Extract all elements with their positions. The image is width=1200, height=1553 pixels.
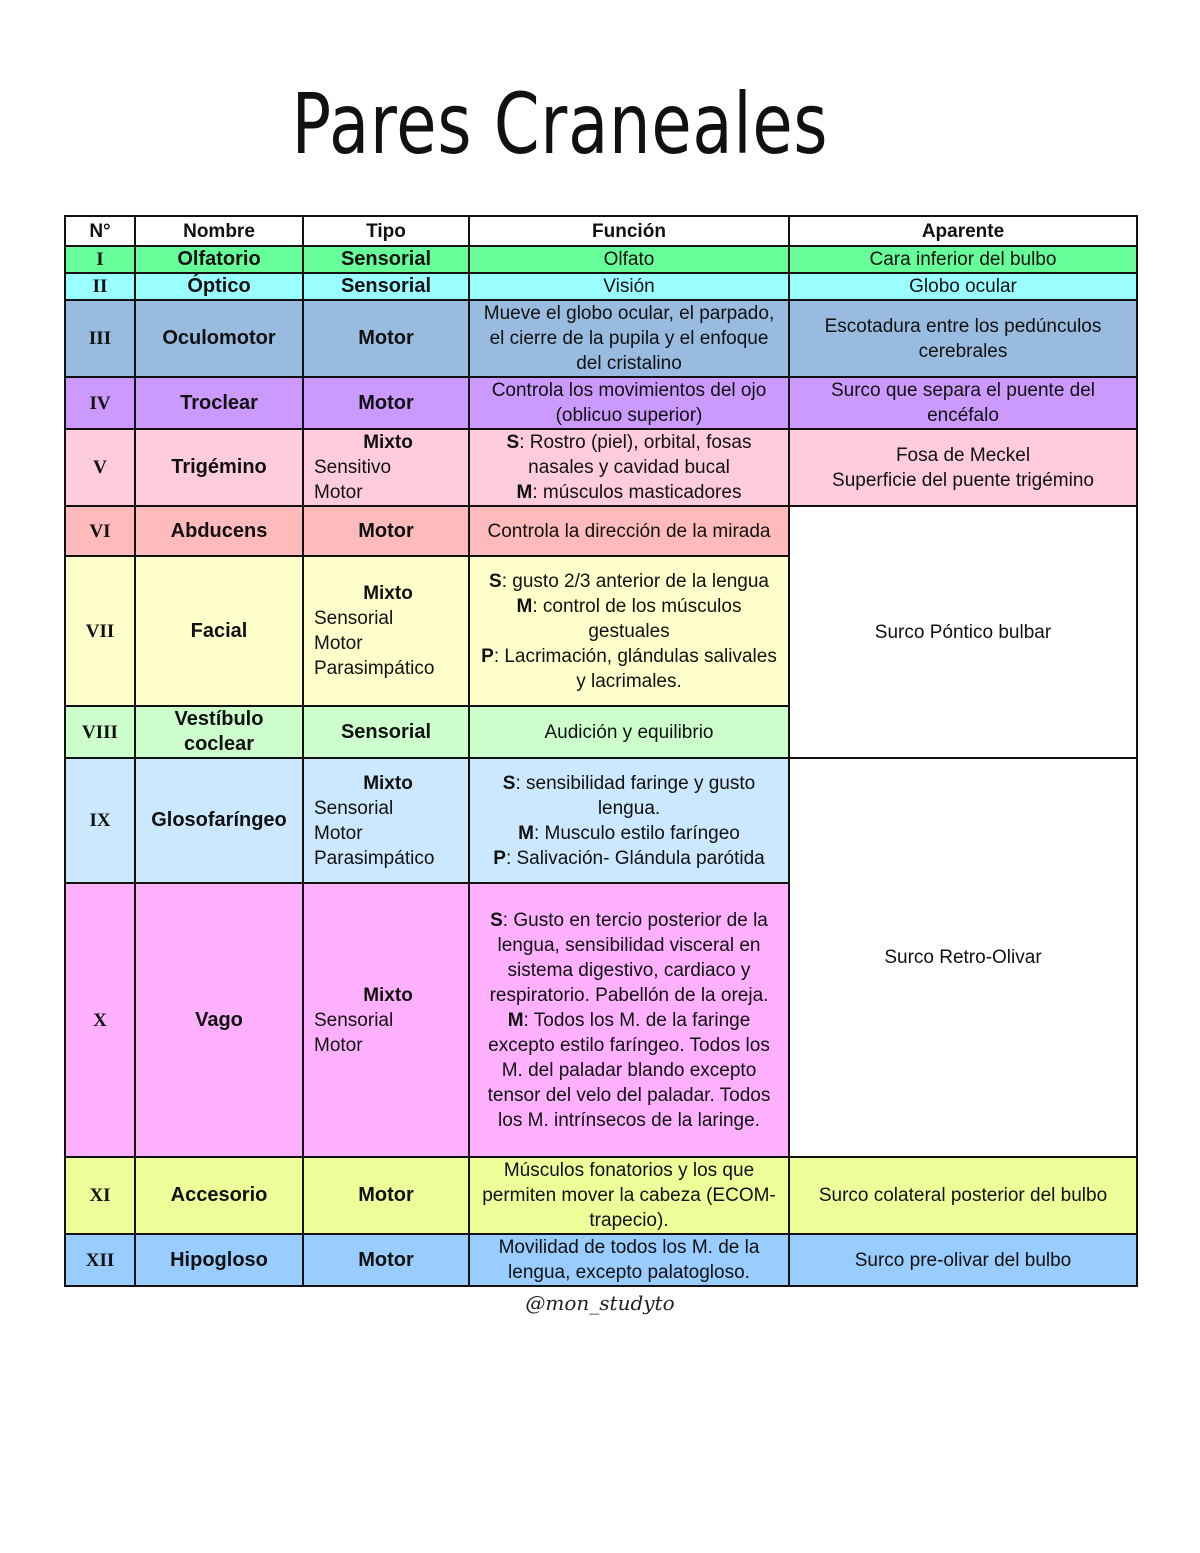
nerve-apparent-origin [789,429,1137,506]
nerve-number: X [65,883,135,1157]
nerve-type: Motor [303,377,469,429]
function-part-label: M [507,1009,524,1031]
function-part-label: S [490,909,503,931]
function-part-text: : Rostro (piel), orbital, fosas nasales y cavidad bucal [519,432,752,478]
header-aparente: Aparente [789,216,1137,246]
function-part-text: : sensibilidad faringe y gusto lengua. [515,772,756,819]
nerve-name: Hipogloso [135,1234,303,1286]
nerve-function: Audición y equilibrio [469,706,789,758]
nerve-type: Sensorial [303,706,469,758]
nerve-type: Sensorial [303,273,469,300]
header-name: Nombre [135,216,303,246]
function-part-text: : control de los músculos gestuales [532,595,742,642]
nerve-function: Músculos fonatorios y los que permiten mover la cabeza (ECOM-trapecio). [469,1157,789,1234]
nerve-apparent-origin: Escotadura entre los pedúnculos cerebrales [789,300,1137,377]
function-part [476,1008,782,1133]
nerve-apparent-origin-merged: Surco Retro-Olivar [789,758,1137,1157]
function-part [476,644,782,694]
function-part-label: S [489,570,502,592]
function-part [476,771,782,821]
apparent-line: Fosa de Meckel [895,444,1031,466]
type-line: Sensorial [314,608,394,629]
nerve-number: IV [65,377,135,429]
nerve-function [469,556,789,706]
nerve-apparent-origin: Cara inferior del bulbo [789,246,1137,273]
table-row [65,377,1137,429]
nerve-name: Abducens [135,506,303,556]
nerve-name: Accesorio [135,1157,303,1234]
header-num: N° [65,216,135,246]
nerve-function: Olfato [469,246,789,273]
table-row [65,300,1137,377]
nerve-apparent-origin: Globo ocular [789,273,1137,300]
function-part-label: M [518,822,534,844]
function-part [476,846,782,871]
table-row [65,429,1137,506]
type-line: Motor [314,822,363,844]
nerve-type: Motor [303,506,469,556]
function-part-label: S [502,772,516,794]
nerve-name: Óptico [135,273,303,300]
nerve-number: I [65,246,135,273]
nerve-type [303,556,469,706]
nerve-name: Vago [135,883,303,1157]
nerve-number: III [65,300,135,377]
nerve-apparent-origin: Surco colateral posterior del bulbo [789,1157,1137,1234]
function-part-text: : Gusto en tercio posterior de la lengua, sensibilidad visceral en sistema digestivo, cardiaco y respiratorio. Pabellón de la oreja. [489,909,769,1006]
nerve-type [303,883,469,1157]
nerve-apparent-origin: Surco que separa el puente del encéfalo [789,377,1137,429]
nerve-type: Motor [303,1234,469,1286]
type-line: Motor [314,633,363,654]
function-part-text: : gusto 2/3 anterior de la lengua [501,570,769,592]
nerve-name: Vestíbulo coclear [135,706,303,758]
type-mixed-heading: Mixto [363,583,413,604]
header-tipo: Tipo [303,216,469,246]
nerve-name: Olfatorio [135,246,303,273]
table-row [65,506,1137,556]
function-part-label: M [516,482,533,503]
header-funcion: Función [469,216,789,246]
type-line: Motor [314,1034,363,1056]
nerve-function [469,758,789,883]
table-row [65,758,1137,883]
function-part-text: : Musculo estilo faríngeo [533,822,740,844]
function-part-text: : Salivación- Glándula parótida [505,847,765,869]
type-line: Sensorial [314,797,394,819]
nerve-function [469,883,789,1157]
apparent-line: Superficie del puente trigémino [832,469,1094,491]
type-mixed-heading: Mixto [363,772,413,794]
function-part-label: M [516,595,533,617]
function-part [476,569,782,594]
function-part-label: P [481,645,494,667]
function-part [476,480,782,505]
nerve-function: Visión [469,273,789,300]
author-handle: @mon_studyto [525,1291,675,1315]
nerve-number: IX [65,758,135,883]
type-line: Sensorial [314,1009,394,1031]
nerve-apparent-origin-merged: Surco Póntico bulbar [789,506,1137,758]
nerve-number: VI [65,506,135,556]
type-mixed-heading: Mixto [363,984,413,1006]
nerve-number: VIII [65,706,135,758]
nerve-number: XI [65,1157,135,1234]
nerve-name: Facial [135,556,303,706]
function-part-label: S [506,432,520,453]
nerve-function: Movilidad de todos los M. de la lengua, excepto palatogloso. [469,1234,789,1286]
nerve-apparent-origin: Surco pre-olivar del bulbo [789,1234,1137,1286]
nerve-type [303,429,469,506]
nerve-name: Oculomotor [135,300,303,377]
nerve-function: Controla la dirección de la mirada [469,506,789,556]
page-title: Pares Craneales [291,75,829,173]
function-part-text: : músculos masticadores [532,482,742,503]
table-row [65,1157,1137,1234]
nerve-function: Mueve el globo ocular, el parpado, el cierre de la pupila y el enfoque del cristalino [469,300,789,377]
nerve-number: II [65,273,135,300]
function-part [476,821,782,846]
type-mixed-heading: Mixto [363,432,413,453]
table-row [65,273,1137,300]
nerve-name: Troclear [135,377,303,429]
nerve-name: Trigémino [135,429,303,506]
cranial-nerves-table [64,215,1138,1287]
type-line: Parasimpático [314,658,435,679]
table-header-row [65,216,1137,246]
type-line: Parasimpático [314,847,435,869]
function-part [476,594,782,644]
function-part-text: : Todos los M. de la faringe excepto estilo faríngeo. Todos los M. del paladar blando excepto tensor del velo del paladar. Todos los M. intrínsecos de la laringe. [487,1009,771,1131]
nerve-type: Motor [303,300,469,377]
function-part [476,908,782,1008]
function-part-label: P [493,847,506,869]
nerve-name: Glosofaríngeo [135,758,303,883]
function-part-text: : Lacrimación, glándulas salivales y lacrimales. [493,645,777,692]
function-part [476,430,782,480]
type-line: Sensitivo [314,457,392,478]
nerve-type: Motor [303,1157,469,1234]
nerve-number: XII [65,1234,135,1286]
nerve-type [303,758,469,883]
table-row [65,246,1137,273]
nerve-number: VII [65,556,135,706]
type-line: Motor [314,482,363,503]
nerve-function [469,429,789,506]
nerve-number: V [65,429,135,506]
table-row [65,1234,1137,1286]
nerve-type: Sensorial [303,246,469,273]
nerve-function: Controla los movimientos del ojo (oblicuo superior) [469,377,789,429]
